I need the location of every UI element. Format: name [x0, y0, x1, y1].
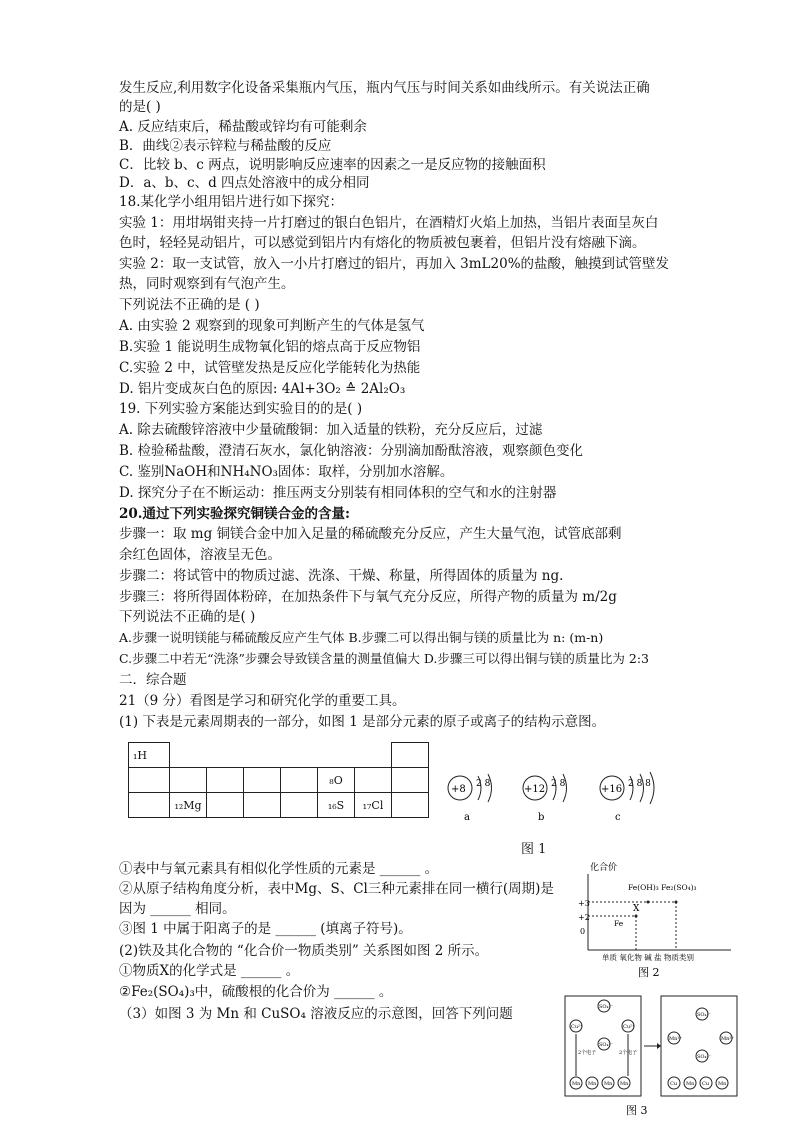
electron-label: 2个电子 [578, 1050, 597, 1056]
cell-empty [281, 768, 318, 793]
text-line: A. 反应结束后，稀盐酸或锌均有可能剩余 [119, 119, 367, 135]
text-line: 步骤一：取 mg 铜镁合金中加入足量的稀硫酸充分反应，产生大量气泡，试管底部剩 [119, 526, 622, 542]
cell-empty [129, 793, 170, 818]
y-tick: 0 [580, 927, 586, 936]
cell-empty [170, 768, 207, 793]
text-line: 下列说法不正确的是 ( ) [119, 297, 260, 313]
text-line: C.实验 2 中，试管壁发热是反应化学能转化为热能 [119, 360, 421, 376]
text-line: 热，同时观察到有气泡产生。 [119, 276, 295, 292]
atom-shells: 2 8 8 [628, 779, 651, 789]
text-line: 21（9 分）看图是学习和研究化学的重要工具。 [119, 693, 406, 709]
cell-empty [207, 768, 244, 793]
figure-caption: 图 1 [521, 842, 547, 857]
y-tick: +2 [578, 913, 590, 922]
text-line: C．比较 b、c 两点，说明影响反应速率的因素之一是反应物的接触面积 [119, 157, 546, 173]
atom-label: b [538, 812, 545, 823]
cell-mg: ₁₂Mg [170, 793, 207, 818]
top-labels: Fe(OH)₃ Fe₂(SO₄)₃ [628, 883, 697, 892]
ion-label: Cu²⁺ [571, 1024, 583, 1030]
text-line: (1) 下表是元素周期表的一部分，如图 1 是部分元素的原子或离子的结构示意图。 [119, 714, 606, 730]
text-line: 19. 下列实验方案能达到实验目的的是( ) [119, 401, 363, 417]
text-line: 色时，轻轻晃动铝片，可以感觉到铝片内有熔化的物质被包裹着，但铝片没有熔融下滴。 [119, 235, 646, 251]
question-line: （3）如图 3 为 Mn 和 CuSO₄ 溶液反应的示意图，回答下列问题 [119, 1006, 513, 1022]
atom-label: a [464, 812, 470, 823]
text-line: 20.通过下列实验探究铜镁合金的含量: [119, 506, 350, 522]
cell-empty [392, 793, 429, 818]
atom-b [523, 774, 567, 823]
ion-label: Cu²⁺ [623, 1024, 635, 1030]
question-line: ③图 1 中属于阳离子的是 ______ (填离子符号)。 [119, 921, 412, 937]
atom-nucleus: +8 [451, 784, 466, 795]
cell-empty [207, 793, 244, 818]
text-line: B.实验 1 能说明生成物氧化铝的熔点高于反应物铝 [119, 339, 421, 355]
reaction-diagram [562, 994, 752, 1118]
atom-shells: 2 8 [476, 779, 491, 789]
cell-s: ₁₆S [318, 793, 355, 818]
cell-empty [392, 768, 429, 793]
question-line: ②Fe₂(SO₄)₃中，硫酸根的化合价为 ______ 。 [119, 984, 393, 1000]
text-line: 步骤三：将所得固体粉碎，在加热条件下与氧气充分反应，所得产物的质量为 m/2g [119, 589, 617, 605]
atom-nucleus: +16 [601, 784, 623, 795]
text-line: B. 检验稀盐酸，澄清石灰水，氯化钠溶液：分别滴加酚酞溶液，观察颜色变化 [119, 443, 584, 459]
svg-text:Mn: Mn [572, 1081, 581, 1087]
text-line: 余红色固体，溶液呈无色。 [119, 547, 281, 563]
ion-label: SO₄²⁻ [599, 1004, 614, 1010]
y-tick: +3 [578, 899, 590, 908]
figure-caption: 图 2 [638, 966, 660, 978]
cell-empty [244, 768, 281, 793]
atom-nucleus: +12 [524, 784, 546, 795]
text-line: 18.某化学小组用铝片进行如下探究： [119, 194, 343, 210]
y-axis-label: 化合价 [590, 863, 618, 873]
cell-empty [244, 793, 281, 818]
text-line: D．a、b、c、d 四点处溶液中的成分相同 [119, 175, 370, 191]
atom-shells: 2 8 [551, 779, 566, 789]
cell-cl: ₁₇Cl [355, 793, 392, 818]
electron-label: 2个电子 [619, 1050, 638, 1056]
cell-empty [281, 793, 318, 818]
text-line: 实验 2：取一支试管，放入一小片打磨过的铝片，再加入 3mL20%的盐酸，触摸到试管壁发 [119, 256, 670, 272]
svg-text:SO₄²⁻: SO₄²⁻ [697, 1054, 712, 1060]
section-heading: 二．综合题 [119, 672, 187, 688]
question-line: (2)铁及其化合物的 “化合价一物质类别” 关系图如图 2 所示。 [119, 943, 489, 959]
text-line: A. 除去硫酸锌溶液中少量硫酸铜：加入适量的铁粉，充分反应后，过滤 [119, 422, 543, 438]
x-categories: 单质 氧化物 碱 盐 物质类别 [602, 953, 695, 962]
question-line: 因为 ______ 相同。 [119, 901, 236, 917]
text-line: 下列说法不正确的是( ) [119, 609, 256, 625]
svg-text:Mn: Mn [686, 1081, 695, 1087]
question-line: ①物质X的化学式是 ______ 。 [119, 963, 300, 979]
cell-empty [392, 743, 429, 768]
figure-caption: 图 3 [626, 1104, 648, 1117]
text-line: D. 铝片变成灰白色的原因: 4Al+3O₂ ≙ 2Al₂O₃ [119, 381, 406, 397]
cell-empty [129, 768, 170, 793]
text-line: D. 探究分子在不断运动：推压两支分别装有相同体积的空气和水的注射器 [119, 485, 557, 501]
text-line: 实验 1：用坩埚钳夹持一片打磨过的银白色铝片，在酒精灯火焰上加热，当铝片表面呈灰白 [119, 215, 659, 231]
text-line: 步骤二：将试管中的物质过滤、洗涤、干燥、称量，所得固体的质量为 ng. [119, 568, 564, 584]
text-line: 发生反应,利用数字化设备采集瓶内气压，瓶内气压与时间关系如曲线所示。有关说法正确 [119, 80, 650, 96]
atom-c [600, 772, 654, 823]
ion-label: SO₄²⁻ [599, 1042, 614, 1048]
svg-text:Mn: Mn [620, 1081, 629, 1087]
svg-text:Mn: Mn [604, 1081, 613, 1087]
svg-text:Mn: Mn [588, 1081, 597, 1087]
cell-empty [355, 768, 392, 793]
svg-text:SO₄²⁻: SO₄²⁻ [697, 1012, 712, 1018]
text-line: A.步骤一说明镁能与稀硫酸反应产生气体 B.步骤二可以得出铜与镁的质量比为 n: (m-n) [119, 630, 604, 645]
periodic-table [128, 742, 429, 818]
text-line: 的是( ) [119, 99, 161, 115]
cell-h: ₁H [129, 743, 170, 768]
text-line: A. 由实验 2 观察到的现象可判断产生的气体是氢气 [119, 318, 425, 334]
valence-class-chart [566, 858, 756, 978]
svg-text:Cu: Cu [702, 1081, 710, 1087]
text-line: C. 鉴别NaOH和NH₄NO₃固体：取样，分别加水溶解。 [119, 464, 454, 480]
cell-o: ₈O [318, 768, 355, 793]
question-line: ②从原子结构角度分析，表中Mg、S、Cl三种元素排在同一横行(周期)是 [119, 881, 554, 897]
question-line: ①表中与氧元素具有相似化学性质的元素是 ______ 。 [119, 861, 439, 877]
atom-label: c [615, 812, 621, 823]
atom-a [448, 774, 492, 823]
svg-text:Mn²⁺: Mn²⁺ [669, 1036, 682, 1042]
text-line: B．曲线②表示锌粒与稀盐酸的反应 [119, 138, 332, 154]
point-x [635, 915, 638, 918]
point-fe-label: Fe [614, 919, 624, 928]
point-x-label: X [633, 904, 640, 914]
text-line: C.步骤二中若无“洗涤”步骤会导致镁含量的测量值偏大 D.步骤三可以得出铜与镁的质量比为 2:3 [119, 651, 649, 666]
svg-text:Mn²⁺: Mn²⁺ [721, 1036, 734, 1042]
svg-text:Cu: Cu [670, 1081, 678, 1087]
atom-diagrams [440, 766, 670, 828]
svg-text:Mn: Mn [718, 1081, 727, 1087]
